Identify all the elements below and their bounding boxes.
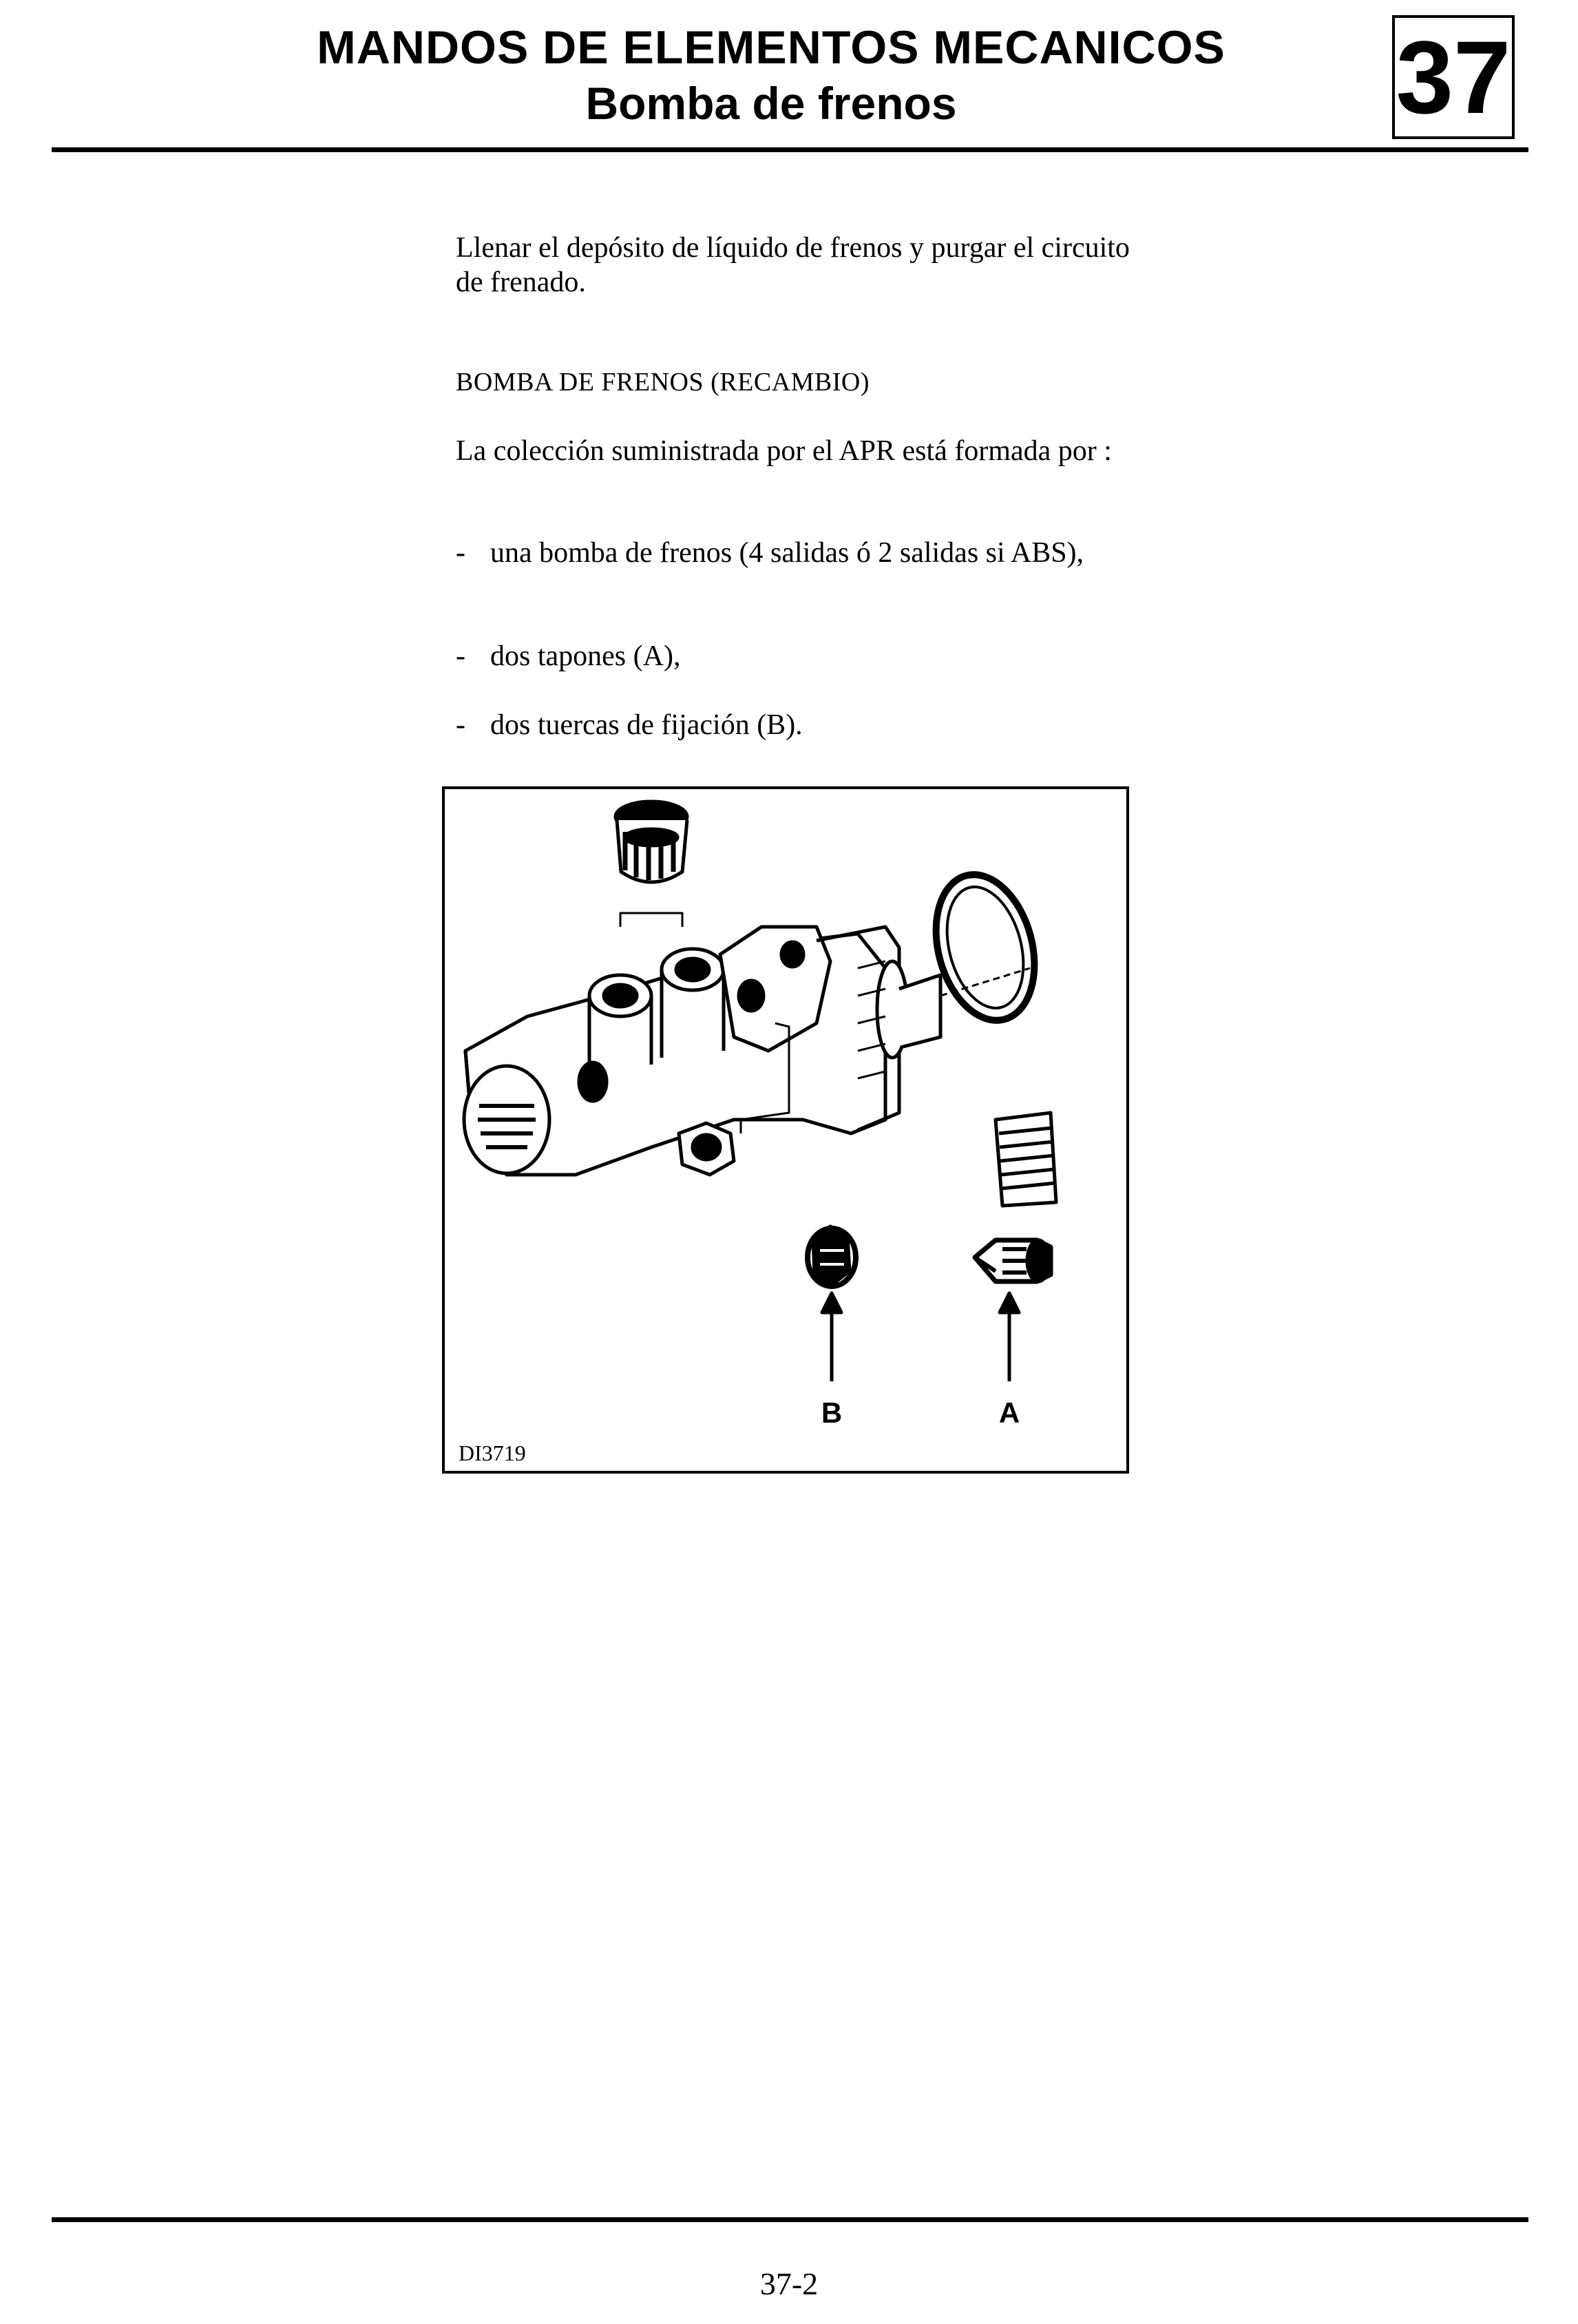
- cap-a-drawing: [975, 1240, 1051, 1281]
- master-cylinder-illustration: [445, 789, 1126, 1471]
- list-item: [456, 536, 1144, 570]
- fixing-nut-drawing: [679, 1123, 734, 1175]
- list-item: [456, 639, 1144, 673]
- nut-b-drawing: [808, 1226, 856, 1286]
- instruction-paragraph: Llenar el depósito de líquido de frenos y purgar el circuito de frenado.: [456, 232, 1130, 298]
- list-item-text: una bomba de frenos (4 salidas ó 2 salidas si ABS),: [490, 537, 1084, 569]
- callout-label-b: B: [821, 1396, 843, 1429]
- list-item-text: dos tuercas de fijación (B).: [490, 709, 803, 741]
- reservoir-plug-drawing: [616, 802, 687, 882]
- section-heading: BOMBA DE FRENOS (RECAMBIO): [456, 368, 870, 397]
- filter-drawing: [996, 1113, 1056, 1206]
- list-dash: -: [456, 709, 465, 741]
- callout-arrows: [822, 1293, 1019, 1381]
- page-subtitle: Bomba de frenos: [585, 78, 957, 129]
- list-dash: -: [456, 640, 465, 672]
- kit-description-paragraph: La colección suministrada por el APR está formada por :: [456, 435, 1112, 467]
- header-rule: [52, 147, 1528, 152]
- brake-master-cylinder-figure: [442, 786, 1129, 1474]
- chapter-number-box: 37: [1392, 15, 1515, 139]
- callout-label-a: A: [998, 1396, 1020, 1429]
- list-dash: -: [456, 537, 465, 569]
- list-item: [456, 708, 1144, 742]
- footer-rule: [52, 2217, 1528, 2222]
- figure-code: DI3719: [459, 1441, 526, 1465]
- list-item-text: dos tapones (A),: [490, 640, 681, 672]
- page-number: 37-2: [759, 2266, 819, 2301]
- page-title: MANDOS DE ELEMENTOS MECANICOS: [317, 21, 1225, 74]
